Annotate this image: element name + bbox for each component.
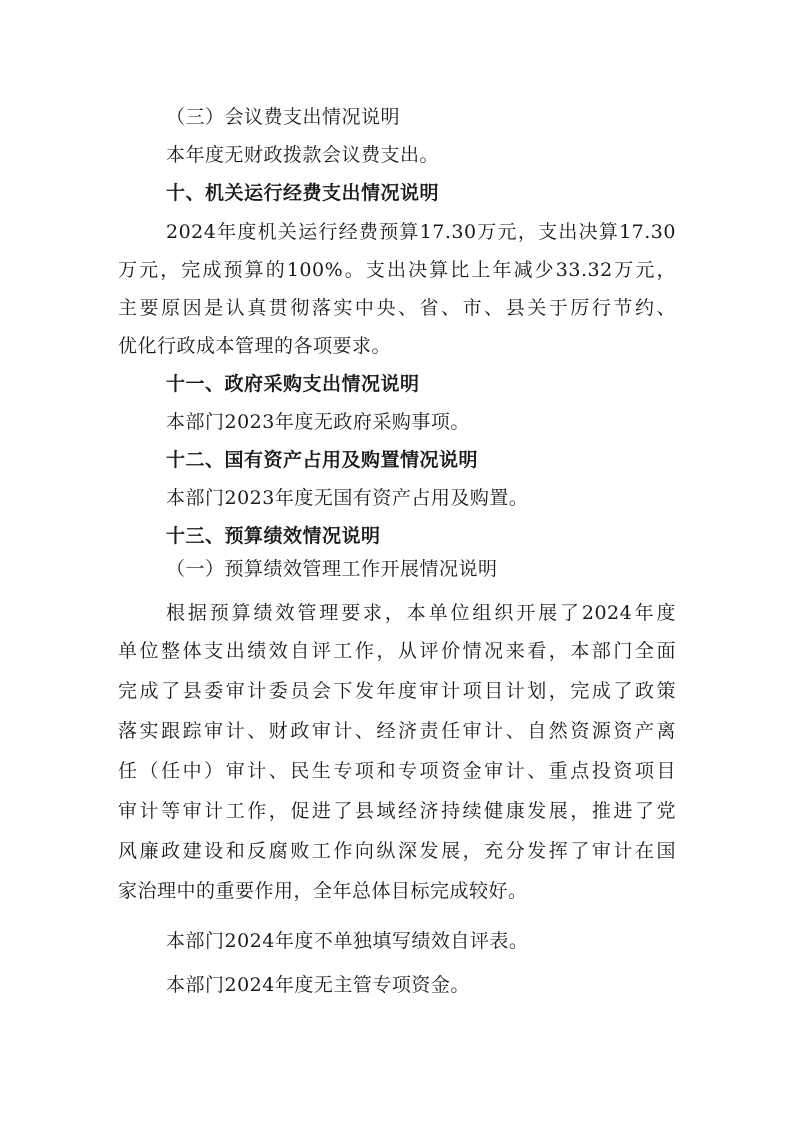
paragraph-meeting-fees: 本年度无财政拨款会议费支出。: [166, 144, 440, 166]
paragraph-13-line-2: 单位整体支出绩效自评工作，从评价情况来看，本部门全面: [118, 640, 676, 662]
paragraph-10-line-4: 优化行政成本管理的各项要求。: [118, 335, 392, 357]
paragraph-13-line-6: 审计等审计工作，促进了县域经济持续健康发展，推进了党: [118, 800, 676, 822]
paragraph-13-line-5: 任（任中）审计、民生专项和专项资金审计、重点投资项目: [118, 760, 676, 782]
section-heading-11: 十一、政府采购支出情况说明: [166, 373, 420, 395]
subsection-title-meeting-fees: （三）会议费支出情况说明: [166, 106, 401, 128]
paragraph-13-special-funds: 本部门2024年度无主管专项资金。: [166, 974, 470, 996]
paragraph-11: 本部门2023年度无政府采购事项。: [166, 411, 470, 433]
section-heading-13: 十三、预算绩效情况说明: [166, 525, 381, 547]
paragraph-13-line-1: 根据预算绩效管理要求，本单位组织开展了2024年度: [166, 602, 676, 624]
section-heading-12: 十二、国有资产占用及购置情况说明: [166, 449, 479, 471]
subsection-title-performance: （一）预算绩效管理工作开展情况说明: [166, 558, 498, 580]
paragraph-13-line-7: 风廉政建设和反腐败工作向纵深发展，充分发挥了审计在国: [118, 840, 676, 862]
paragraph-13-self-evaluation: 本部门2024年度不单独填写绩效自评表。: [166, 930, 529, 952]
paragraph-13-line-3: 完成了县委审计委员会下发年度审计项目计划，完成了政策: [118, 680, 676, 702]
paragraph-13-line-8: 家治理中的重要作用，全年总体目标完成较好。: [118, 880, 528, 902]
paragraph-10-line-2: 万元，完成预算的100%。支出决算比上年减少33.32万元，: [118, 259, 676, 281]
paragraph-12: 本部门2023年度无国有资产占用及购置。: [166, 487, 529, 509]
paragraph-10-line-1: 2024年度机关运行经费预算17.30万元，支出决算17.30: [166, 221, 676, 243]
paragraph-13-line-4: 落实跟踪审计、财政审计、经济责任审计、自然资源资产离: [118, 720, 676, 742]
paragraph-10-line-3: 主要原因是认真贯彻落实中央、省、市、县关于厉行节约、: [118, 297, 676, 319]
section-heading-10: 十、机关运行经费支出情况说明: [166, 182, 440, 204]
